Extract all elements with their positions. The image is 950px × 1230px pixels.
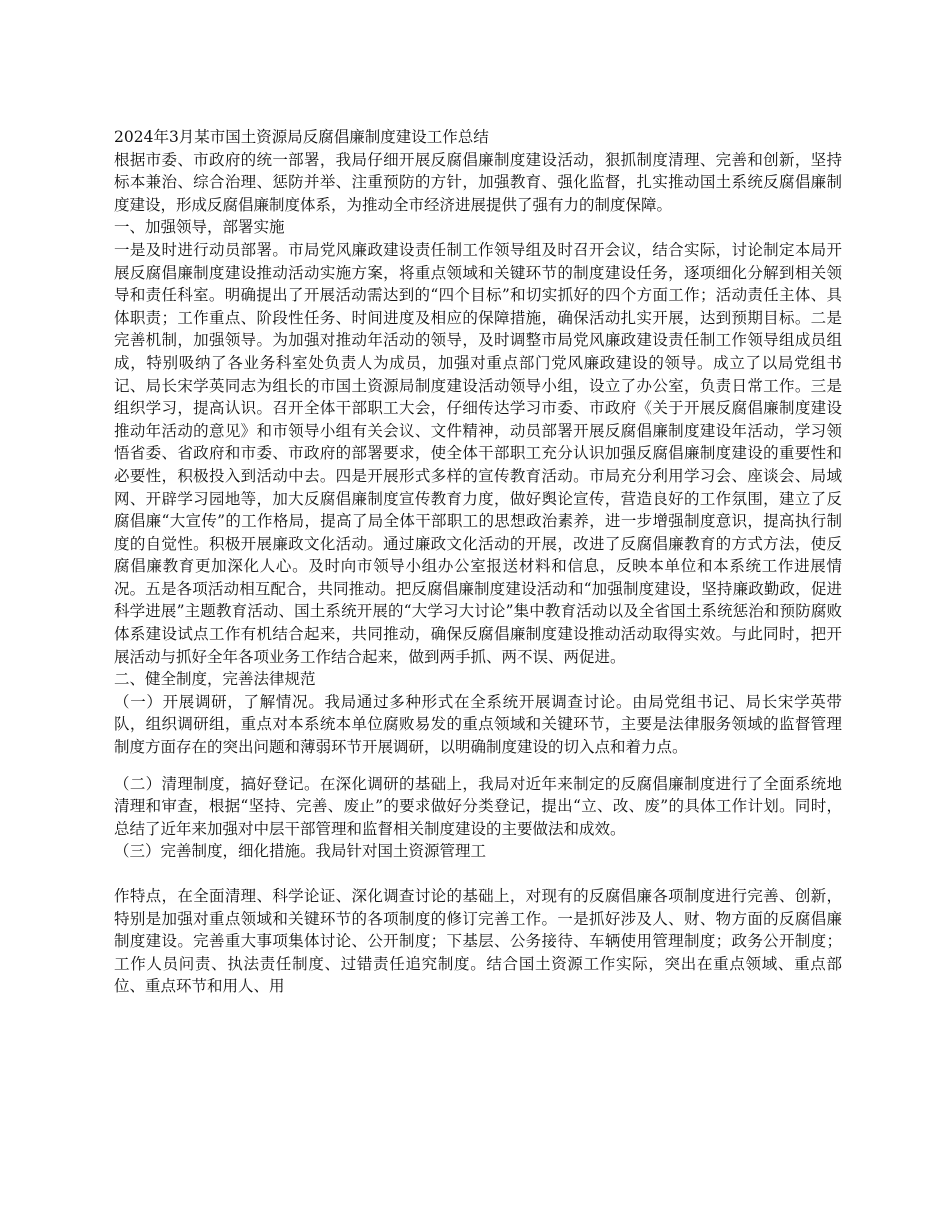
intro-paragraph: 根据市委、市政府的统一部署，我局仔细开展反腐倡廉制度建设活动，狠抓制度清理、完善和创新，坚持标本兼治、综合治理、惩防并举、注重预防的方针，加强教育、强化监督，扎实推动国土系统反腐倡廉制度建设，形成反腐倡廉制度体系，为推动全市经济进展提供了强有力的制度保障。 xyxy=(114,150,842,214)
section-1-heading: 一、加强领导，部署实施 xyxy=(114,218,285,237)
subsection-3-heading: （三）完善制度，细化措施。我局针对国土资源管理工 xyxy=(114,842,487,861)
section-2-heading: 二、健全制度，完善法律规范 xyxy=(114,670,316,689)
subsection-1-paragraph: （一）开展调研，了解情况。我局通过多种形式在全系统开展调查讨论。由局党组书记、局长宋学英带队，组织调研组，重点对本系统本单位腐败易发的重点领域和关键环节，主要是法律服务领域的监督管理制度方面存在的突出问题和薄弱环节开展调研，以明确制度建设的切入点和着力点。 xyxy=(114,692,842,757)
subsection-3-paragraph: 作特点，在全面清理、科学论证、深化调查讨论的基础上，对现有的反腐倡廉各项制度进行完善、创新，特别是加强对重点领域和关键环节的各项制度的修订完善工作。一是抓好涉及人、财、物方面的反腐倡廉制度建设。完善重大事项集体讨论、公开制度；下基层、公务接待、车辆使用管理制度；政务公开制度；工作人员问责、执法责任制度、过错责任追究制度。结合国土资源工作实际，突出在重点领域、重点部位、重点环节和用人、用 xyxy=(114,887,842,996)
document-title: 2024年3月某市国土资源局反腐倡廉制度建设工作总结 xyxy=(114,128,489,146)
section-1-body: 一是及时进行动员部署。市局党风廉政建设责任制工作领导组及时召开会议，结合实际，讨论制定本局开展反腐倡廉制度建设推动活动实施方案，将重点领域和关键环节的制度建设任务，逐项细化分解到相关领导和责任科室。明确提出了开展活动需达到的“四个目标”和切实抓好的四个方面工作；活动责任主体、具体职责；工作重点、阶段性任务、时间进度及相应的保障措施，确保活动扎实开展，达到预期目标。二是完善机制，加强领导。为加强对推动年活动的领导，及时调整市局党风廉政建设责任制工作领导组成员组成，特别吸纳了各业务科室处负责人为成员，加强对重点部门党风廉政建设的领导。成立了以局党组书记、局长宋学英同志为组长的市国土资源局制度建设活动领导小组，设立了办公室，负责日常工作。三是组织学习，提高认识。召开全体干部职工大会，仔细传达学习市委、市政府《关于开展反腐倡廉制度建设推动年活动的意见》和市领导小组有关会议、文件精神，动员部署开展反腐倡廉制度建设年活动，学习领悟省委、省政府和市委、市政府的部署要求，使全体干部职工充分认识加强反腐倡廉制度建设的重要性和必要性，积极投入到活动中去。四是开展形式多样的宣传教育活动。市局充分利用学习会、座谈会、局域网、开辟学习园地等，加大反腐倡廉制度宣传教育力度，做好舆论宣传，营造良好的工作氛围，建立了反腐倡廉“大宣传”的工作格局，提高了局全体干部职工的思想政治素养，进一步增强制度意识，提高执行制度的自觉性。积极开展廉政文化活动。通过廉政文化活动的开展，改进了反腐倡廉教育的方式方法，使反腐倡廉教育更加深化人心。及时向市领导小组办公室报送材料和信息，反映本单位和本系统工作进展情况。五是各项活动相互配合，共同推动。把反腐倡廉制度建设活动和“加强制度建设，坚持廉政勤政，促进科学进展”主题教育活动、国土系统开展的“大学习大讨论”集中教育活动以及全省国土系统惩治和预防腐败体系建设试点工作有机结合起来，共同推动，确保反腐倡廉制度建设推动活动取得实效。与此同时，把开展活动与抓好全年各项业务工作结合起来，做到两手抓、两不误、两促进。 xyxy=(114,240,842,666)
document-page xyxy=(114,126,842,998)
subsection-2-paragraph: （二）清理制度，搞好登记。在深化调研的基础上，我局对近年来制定的反腐倡廉制度进行了全面系统地清理和审查，根据“坚持、完善、废止”的要求做好分类登记，提出“立、改、废”的具体工作计划。同时，总结了近年来加强对中层干部管理和监督相关制度建设的主要做法和成效。 xyxy=(114,774,842,838)
